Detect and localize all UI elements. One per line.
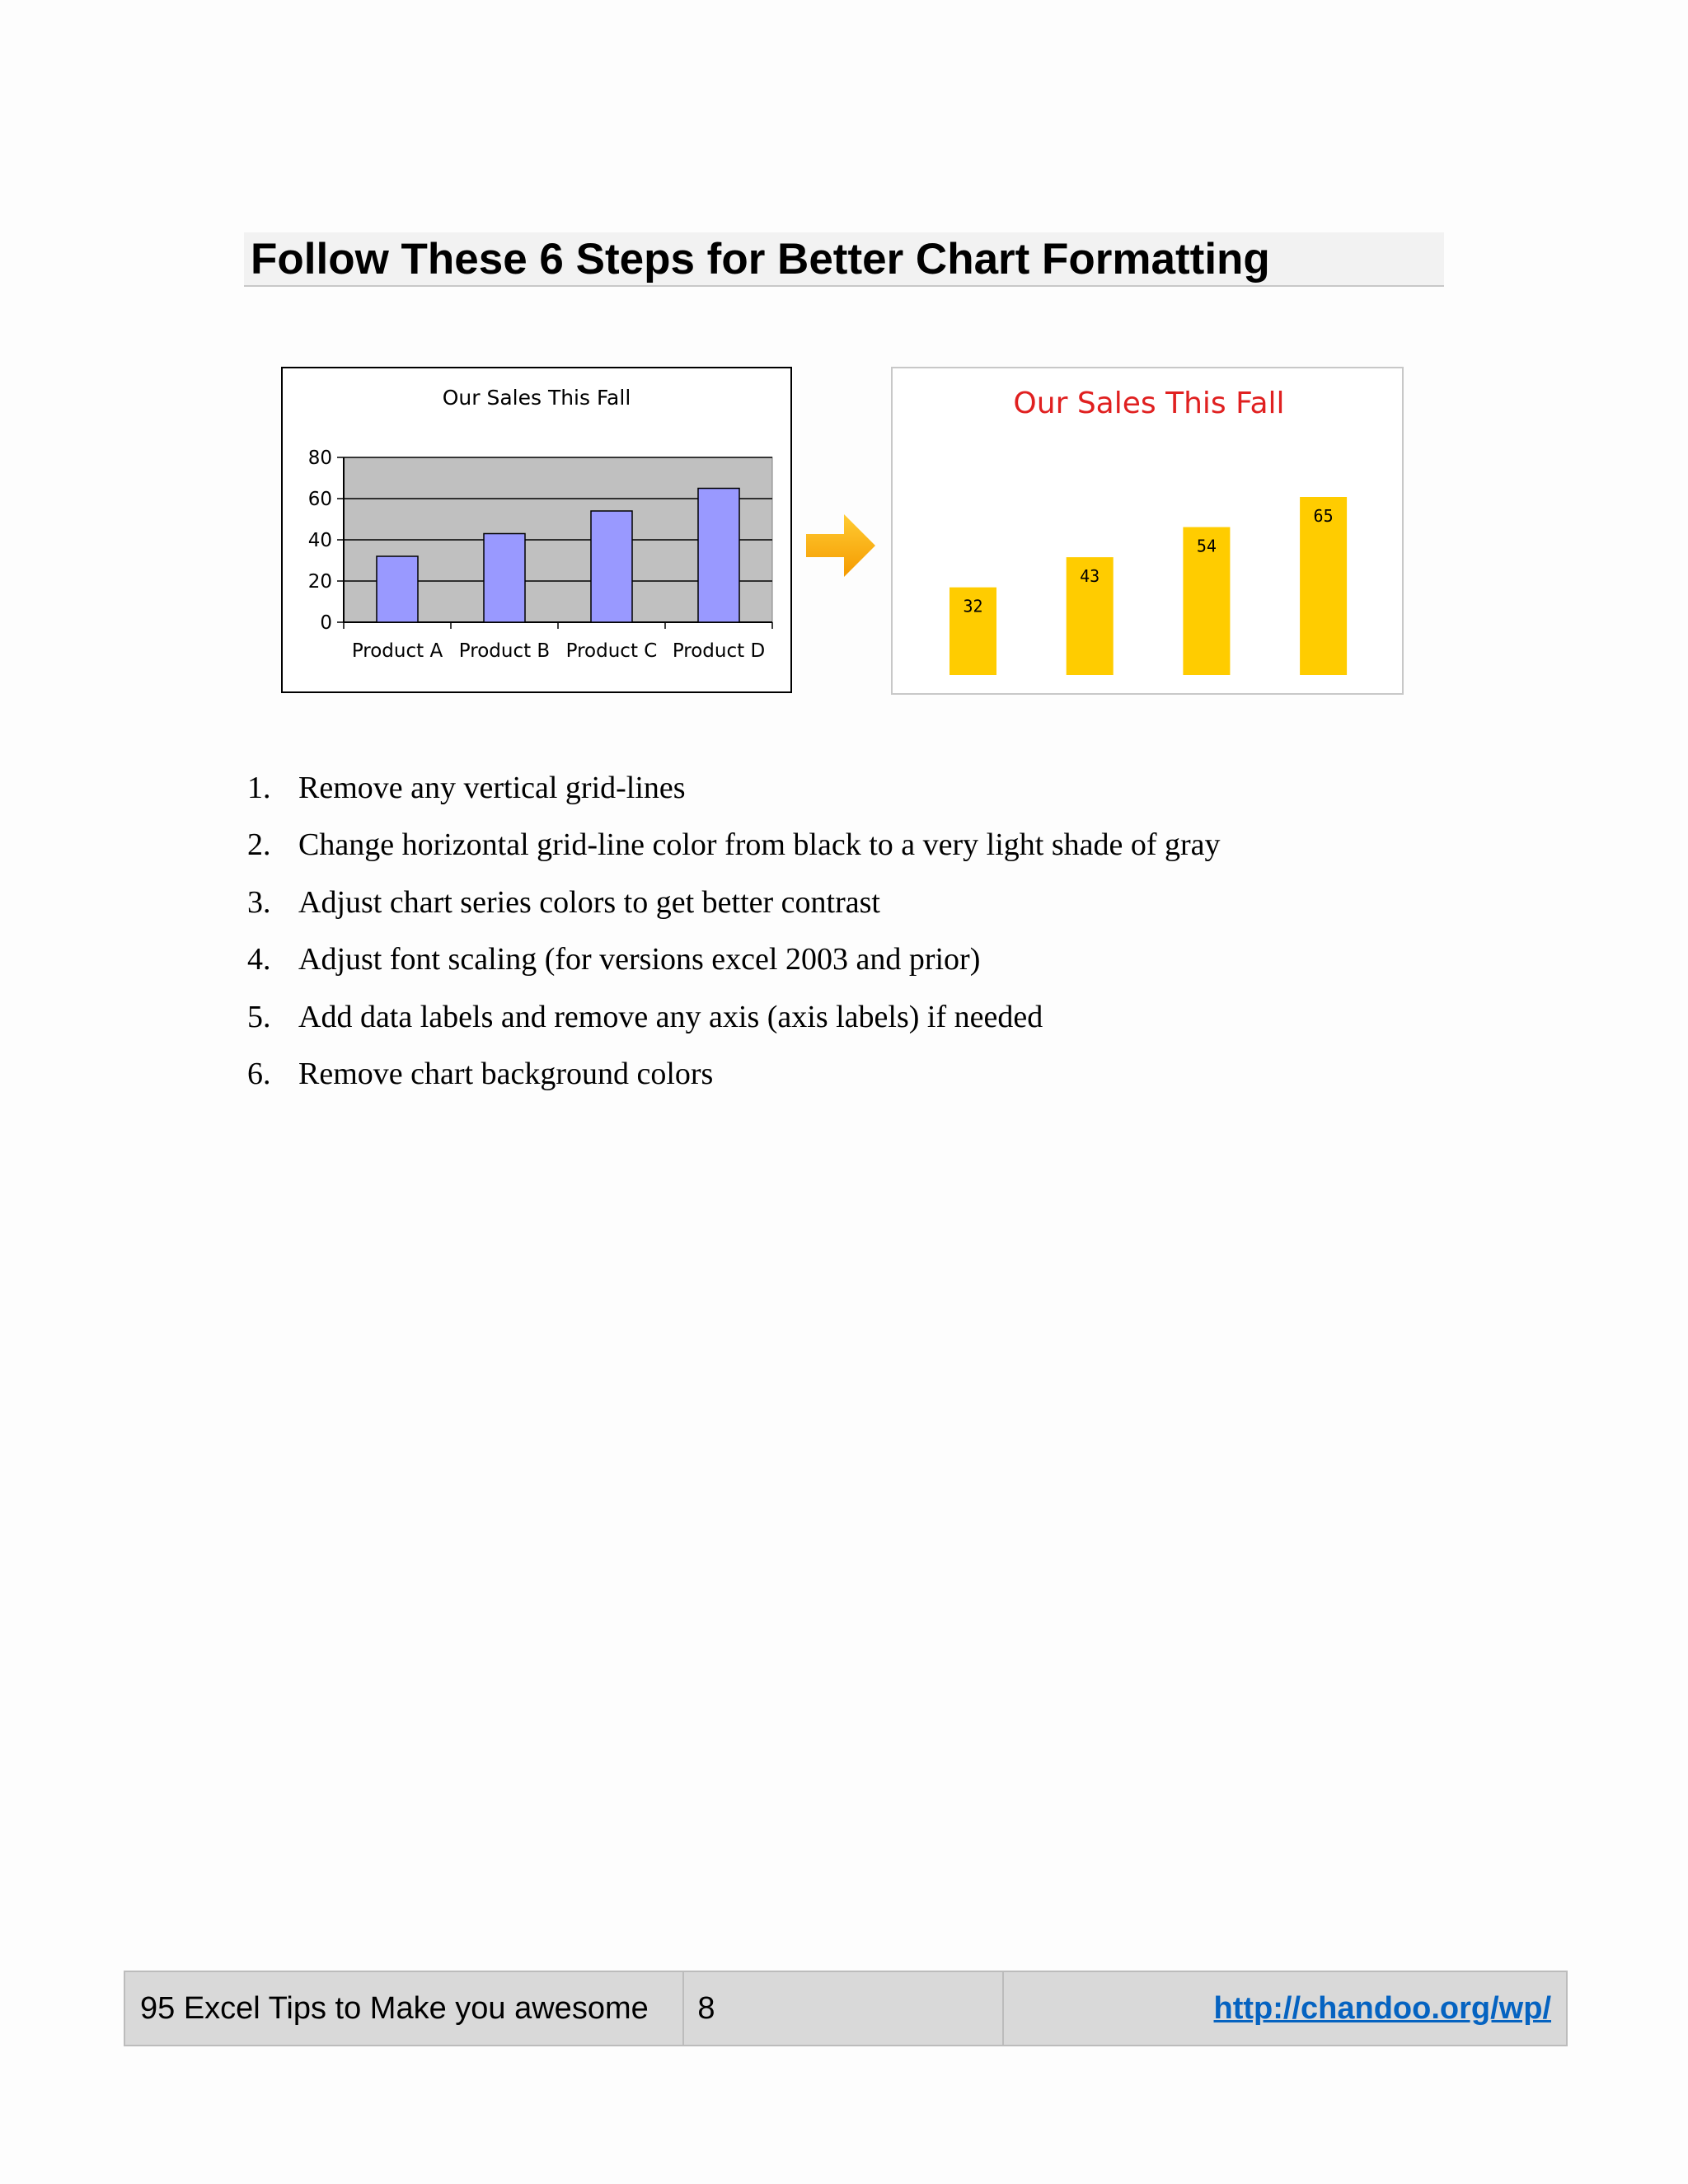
step-item xyxy=(247,881,1221,938)
chart-title: Our Sales This Fall xyxy=(442,386,631,410)
data-label: 43 xyxy=(1080,566,1100,587)
footer-divider xyxy=(1002,1972,1004,2045)
chart-before xyxy=(281,367,792,693)
y-tick-label: 60 xyxy=(307,489,332,510)
step-item xyxy=(247,938,1221,995)
data-label: 65 xyxy=(1313,506,1334,526)
heading-bar xyxy=(244,232,1444,287)
bar xyxy=(698,489,739,623)
step-number: 3. xyxy=(247,884,271,920)
step-number: 2. xyxy=(247,827,271,863)
footer xyxy=(124,1971,1568,2046)
step-number: 1. xyxy=(247,771,271,805)
data-label: 32 xyxy=(963,596,983,616)
y-tick-label: 40 xyxy=(307,530,332,551)
bar xyxy=(591,511,632,622)
step-item xyxy=(247,823,1221,880)
y-tick-label: 20 xyxy=(307,571,332,593)
footer-url-link[interactable]: http://chandoo.org/wp/ xyxy=(1213,1991,1551,2026)
step-text: Adjust chart series colors to get better contrast xyxy=(298,884,880,920)
bar xyxy=(377,556,418,622)
y-tick-label: 0 xyxy=(320,612,332,634)
x-tick-label: Product C xyxy=(565,640,658,662)
step-number: 4. xyxy=(247,942,271,977)
footer-book-title: 95 Excel Tips to Make you awesome xyxy=(140,1991,649,2026)
step-item xyxy=(247,766,1221,823)
right-arrow-icon xyxy=(806,513,877,579)
x-tick-label: Product D xyxy=(672,640,766,662)
data-label: 54 xyxy=(1196,536,1217,556)
step-number: 6. xyxy=(247,1056,271,1091)
step-text: Change horizontal grid-line color from black to a very light shade of gray xyxy=(298,827,1221,863)
chart-after xyxy=(891,367,1404,695)
step-text: Add data labels and remove any axis (axis labels) if needed xyxy=(298,999,1043,1034)
page-title: Follow These 6 Steps for Better Chart Formatting xyxy=(251,235,1270,284)
step-text: Remove any vertical grid-lines xyxy=(298,771,686,805)
step-text: Remove chart background colors xyxy=(298,1056,714,1091)
chart-title: Our Sales This Fall xyxy=(1013,387,1285,420)
chart-before-svg xyxy=(283,368,790,691)
y-tick-label: 80 xyxy=(307,448,332,469)
chart-after-svg xyxy=(893,368,1402,693)
footer-page-number: 8 xyxy=(697,1991,715,2026)
step-item xyxy=(247,996,1221,1052)
step-item xyxy=(247,1052,1221,1109)
steps-list xyxy=(247,766,1221,1109)
step-number: 5. xyxy=(247,999,271,1034)
footer-divider xyxy=(682,1972,684,2045)
x-tick-label: Product A xyxy=(351,640,443,662)
bar xyxy=(484,534,525,623)
step-text: Adjust font scaling (for versions excel 2003 and prior) xyxy=(298,942,981,977)
x-tick-label: Product B xyxy=(458,640,551,662)
